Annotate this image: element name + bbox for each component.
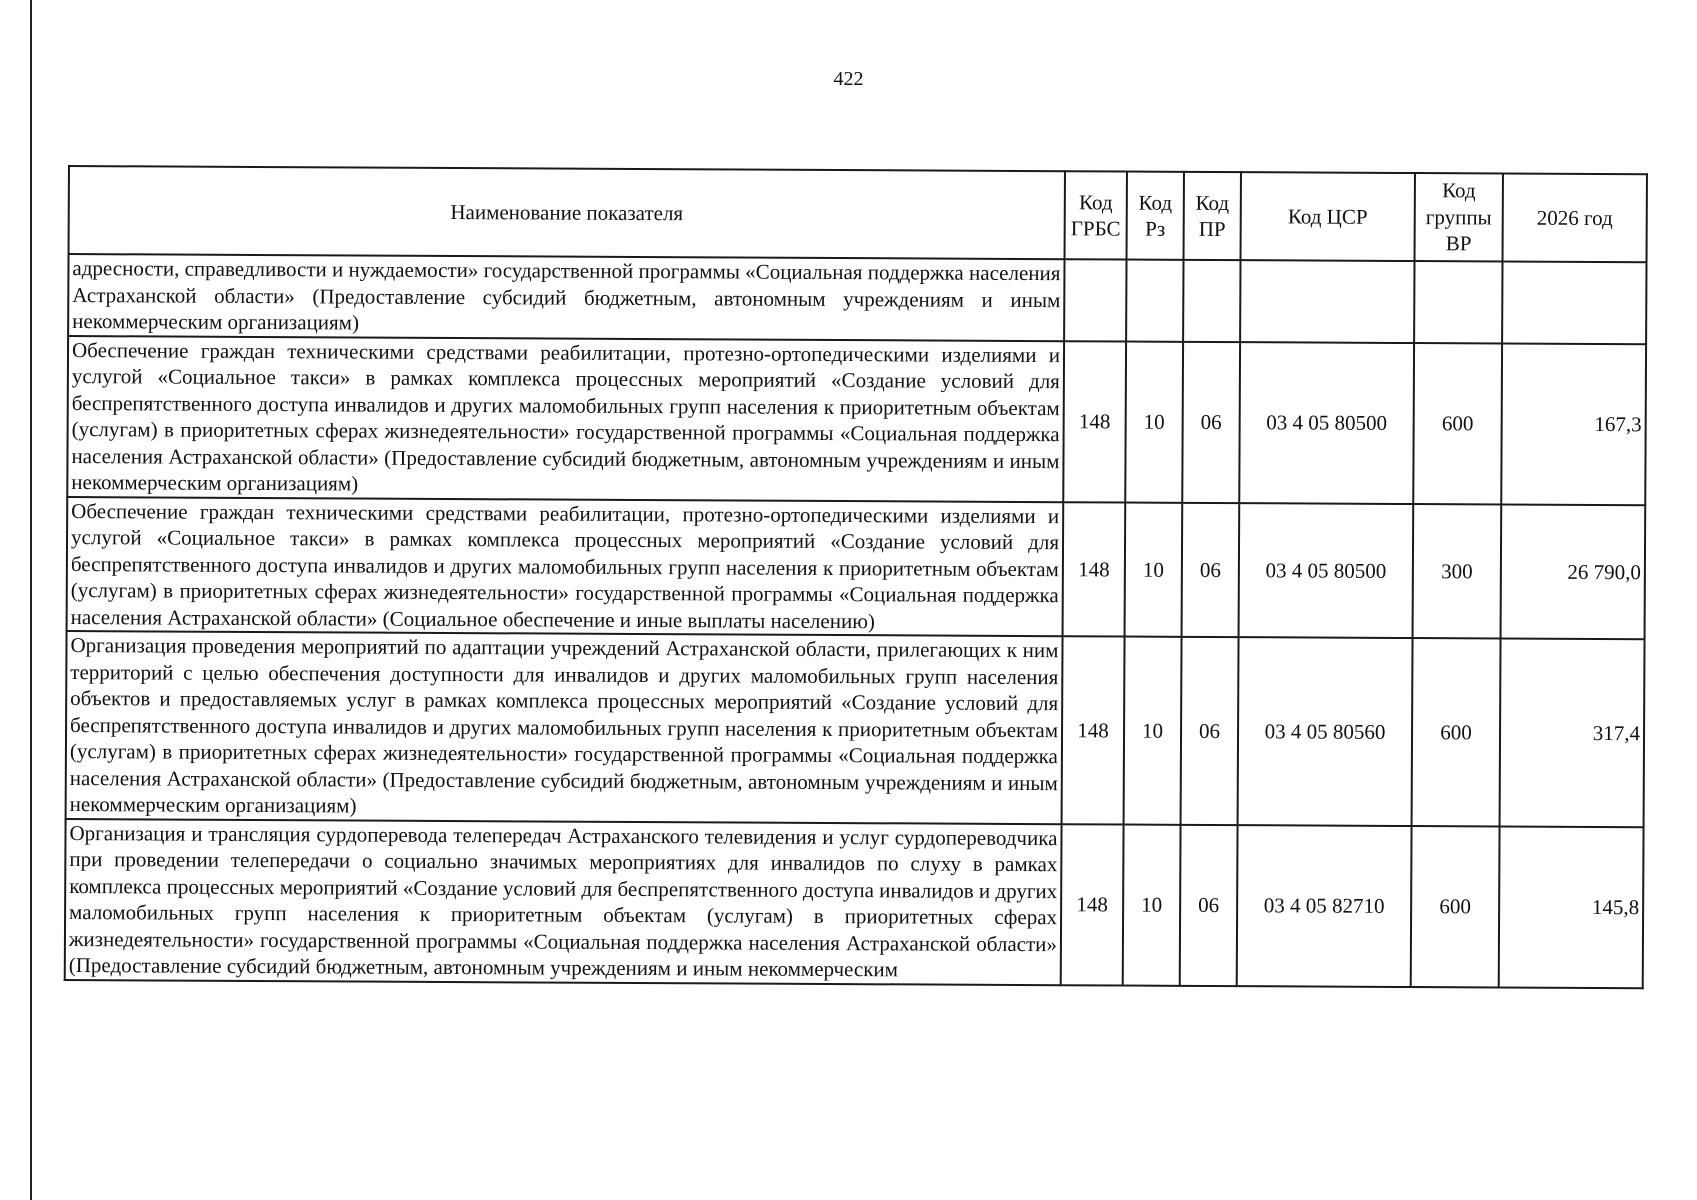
row-grbs: 148	[1062, 636, 1125, 824]
row-csr: 03 4 05 80500	[1239, 503, 1414, 638]
header-grbs: Код ГРБС	[1065, 171, 1127, 259]
table-header-row	[69, 166, 1647, 262]
row-csr: 03 4 05 80500	[1239, 342, 1414, 504]
row-csr: 03 4 05 82710	[1237, 825, 1412, 987]
row-grbs: 148	[1063, 502, 1126, 637]
row-rz: 10	[1125, 502, 1183, 637]
row-amount	[1502, 262, 1646, 344]
row-grbs: 148	[1063, 341, 1126, 502]
row-vr: 600	[1412, 638, 1501, 826]
row-csr	[1240, 260, 1414, 342]
header-csr: Код ЦСР	[1241, 172, 1415, 261]
page-number: 422	[833, 68, 864, 90]
row-pr: 06	[1181, 637, 1239, 825]
row-name: Обеспечение граждан техническими средствами реабилитации, протезно-ортопедическими изделиями и услугой «Социальное такси» в рамках комплекса процессных мероприятий «Создание условий для беспрепятственного доступа инвалидов и других маломобильных групп населения к приоритетным объектам (услугам) в приоритетных сферах жизнедеятельности» государственной программы «Социальная поддержка населения Астраханской области» (Предоставление субсидий бюджетным, автономным учреждениям и иным некоммерческим организациям)	[67, 336, 1064, 502]
header-vr: Код группы ВР	[1415, 173, 1503, 261]
row-amount: 167,3	[1501, 343, 1646, 505]
row-pr: 06	[1182, 502, 1240, 637]
row-pr: 06	[1180, 824, 1238, 985]
row-grbs	[1064, 259, 1126, 341]
row-name: Обеспечение граждан техническими средствами реабилитации, протезно-ортопедическими изделиями и услугой «Социальное такси» в рамках комплекса процессных мероприятий «Создание условий для беспрепятственного доступа инвалидов и других маломобильных групп населения к приоритетным объектам (услугам) в приоритетных сферах жизнедеятельности» государственной программы «Социальная поддержка населения Астраханской области» (Социальное обеспечение и иные выплаты населению)	[67, 497, 1064, 637]
row-pr	[1183, 260, 1240, 342]
row-vr: 600	[1413, 343, 1502, 504]
row-vr: 600	[1411, 826, 1500, 987]
row-amount: 145,8	[1499, 826, 1644, 988]
row-vr: 300	[1413, 504, 1502, 639]
header-pr: Код ПР	[1184, 172, 1241, 260]
row-amount: 26 790,0	[1501, 504, 1646, 639]
table-row	[68, 254, 1646, 344]
table-row	[67, 497, 1646, 640]
header-year: 2026 год	[1503, 174, 1647, 263]
row-name: адресности, справедливости и нуждаемости» государственной программы «Социальная поддержка населения Астраханской области» (Предоставление субсидий бюджетным, автономным учреждениям и иным некоммерческим организациям)	[68, 254, 1064, 341]
scan-edge-line	[30, 0, 32, 1200]
row-name: Организация проведения мероприятий по адаптации учреждений Астраханской области, прилегающих к ним территорий с целью обеспечения доступности для инвалидов и других маломобильных групп населения объектов и предоставляемых услуг в рамках комплекса процессных мероприятий «Создание условий для беспрепятственного доступа инвалидов и других маломобильных групп населения к приоритетным объектам (услугам) в приоритетных сферах жизнедеятельности» государственной программы «Социальная поддержка населения Астраханской области» (Предоставление субсидий бюджетным, автономным учреждениям и иным некоммерческим организациям)	[66, 631, 1063, 824]
row-csr: 03 4 05 80560	[1238, 637, 1413, 825]
row-name: Организация и трансляция сурдоперевода телепередач Астраханского телевидения и услуг сурдопереводчика при проведении телепередачи о социально значимых мероприятиях для инвалидов по слуху в рамках комплекса процессных мероприятий «Создание условий для беспрепятственного доступа инвалидов и других маломобильных групп населения к приоритетным объектам (услугам) в приоритетных сферах жизнедеятельности» государственной программы «Социальная поддержка населения Астраханской области» (Предоставление субсидий бюджетным, автономным учреждениям и иным некоммерческим	[65, 818, 1062, 984]
header-name: Наименование показателя	[69, 166, 1065, 259]
row-rz: 10	[1125, 341, 1183, 502]
row-rz	[1126, 260, 1183, 342]
table-row	[65, 818, 1644, 987]
header-rz: Код Рз	[1127, 172, 1184, 260]
table-row	[66, 631, 1645, 827]
row-rz: 10	[1123, 824, 1181, 985]
budget-table	[64, 165, 1648, 989]
row-vr	[1414, 261, 1502, 343]
table-row	[67, 336, 1646, 505]
row-pr: 06	[1182, 341, 1240, 502]
row-amount: 317,4	[1500, 639, 1645, 827]
row-rz: 10	[1124, 637, 1182, 825]
row-grbs: 148	[1061, 824, 1124, 985]
